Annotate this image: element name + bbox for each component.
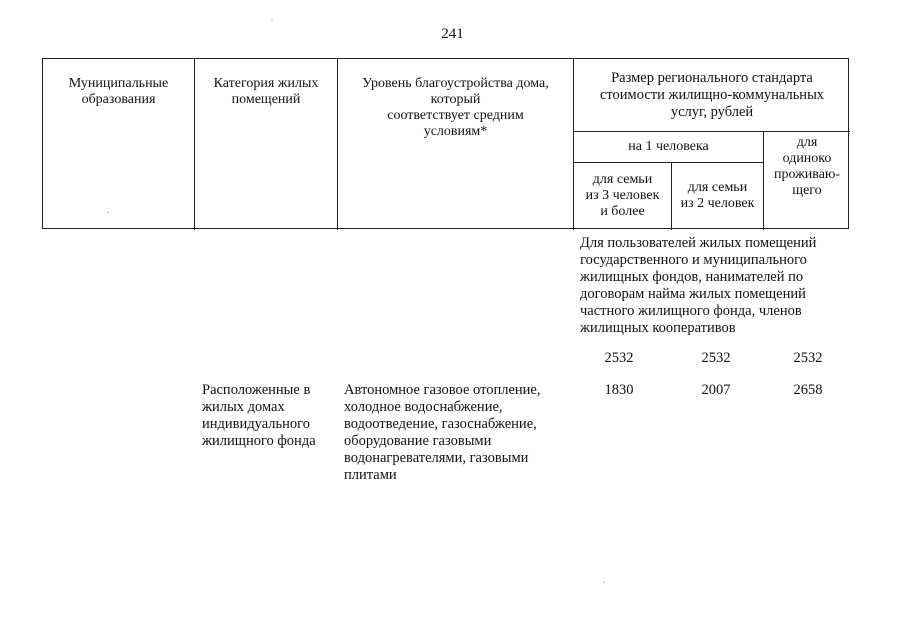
row-divider [573, 162, 763, 163]
header-family2: для семьи из 2 человек [680, 180, 755, 211]
scan-speck [107, 212, 109, 213]
row1-family2-value: 2532 [701, 350, 731, 366]
scan-speck [603, 582, 605, 583]
header-standard-size: Размер регионального стандарта стоимости жилищно-коммунальных услуг, рублей [599, 70, 825, 120]
header-per-person: на 1 человека [628, 139, 709, 154]
header-municipal: Муниципальные образования [68, 76, 169, 107]
row2-single-value: 2658 [793, 382, 823, 398]
row-divider [573, 131, 850, 132]
row2-family2-value: 2007 [701, 382, 731, 398]
row1-family3-value: 2532 [604, 350, 634, 366]
header-amenity-level: Уровень благоустройства дома, который соответствует средним условиям* [362, 76, 549, 139]
header-single: для одиноко проживаю- щего [773, 135, 841, 198]
scan-speck [271, 20, 273, 21]
table-header [42, 58, 849, 229]
row2-category: Расположенные в жилых домах индивидуального жилищного фонда [202, 382, 316, 449]
header-category: Категория жилых помещений [213, 76, 319, 107]
users-note: Для пользователей жилых помещений государственного и муниципального жилищных фондов, нанимателей по договорам найма жилых помещений частного жилищного фонда, членов жилищных кооперативов [580, 235, 817, 336]
row2-family3-value: 1830 [604, 382, 634, 398]
row1-single-value: 2532 [793, 350, 823, 366]
row2-amenity: Автономное газовое отопление, холодное водоснабжение, водоотведение, газоснабжение, оборудование газовыми водонагревателями, газовыми плитами [344, 382, 541, 483]
page-number: 241 [441, 26, 464, 42]
header-family3: для семьи из 3 человек и более [585, 172, 660, 219]
